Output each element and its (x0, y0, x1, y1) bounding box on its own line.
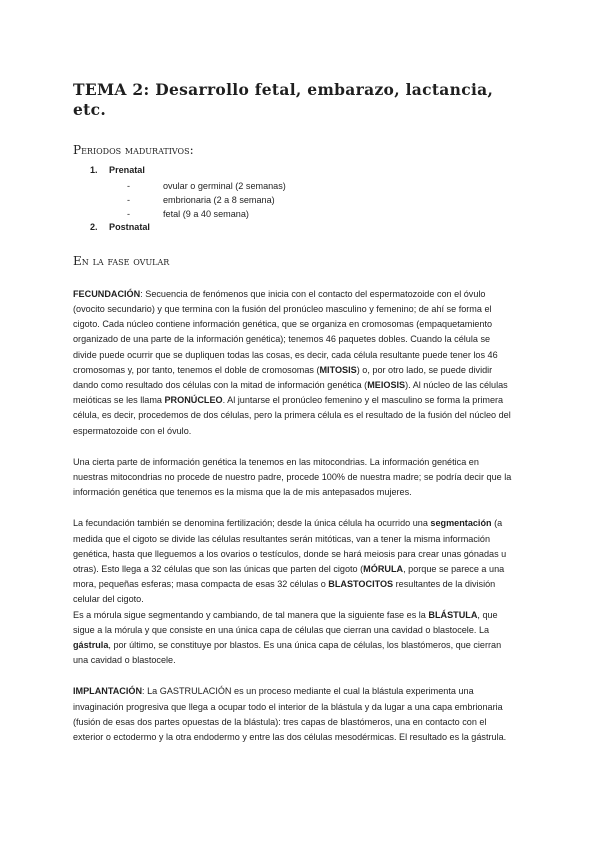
text-run: : La GASTRULACIÓN es un proceso mediante el cual la blástula experimenta una invaginación progresiva que llega a ocupar todo el interior de la blástula y da lugar a una capa embrionaria (fusión de esas dos partes opuestas de la blástula): tres capas de blastómeros, una en contacto con el exterior o ectodermo y la otra endodermo y entre las dos células mesodérmicas. El resultado es la gástrula. (73, 686, 507, 743)
text-run: : Secuencia de fenómenos que inicia con el contacto del espermatozoide con el óvulo (ovocito secundario) y que termina con la fusión del pronúcleo masculino y femenino; de ahí se forma el cigoto. Cada núcleo contiene información genética, que se organiza en cromosomas (empaquetamiento organizado de una parte de la información genética); tenemos 46 paquetes dobles. Cuando la célula se divide puede ocurrir que se dupliquen todas las cosas, es decir, cada célula resultante puede tener los 46 cromosomas y, por tanto, tenemos el doble de cromosomas ( (73, 288, 498, 375)
dash: - (127, 195, 131, 206)
paragraph-fecundacion (73, 287, 516, 439)
list-item-prenatal (73, 164, 516, 221)
document-title: TEMA 2: Desarrollo fetal, embarazo, lactancia, etc. (73, 80, 494, 119)
sublist-item (127, 179, 516, 193)
text-run: ). Al núcleo de las células meióticas se les llama (73, 380, 508, 406)
dash: - (127, 181, 131, 192)
term-blastula: BLÁSTULA (428, 609, 478, 620)
text-run: La fecundación también se denomina fertilización; desde la única célula ha ocurrido una (73, 518, 431, 529)
term-pronucleo: PRONÚCLEO (164, 395, 223, 406)
term-morula: MÓRULA (363, 564, 404, 575)
term-fecundacion: FECUNDACIÓN (73, 288, 141, 299)
dash: - (127, 209, 131, 220)
term-gastrula: gástrula (73, 640, 109, 651)
text-run: resultantes de la división celular del cigoto. (73, 579, 496, 605)
paragraph-blastula (73, 608, 516, 669)
section-heading-fase-ovular: En la fase ovular (73, 253, 170, 268)
text-run: . Al juntarse el pronúcleo femenino y el masculino se forma la primera célula, es decir, procedemos de dos células, pero la primera célula es el resultado de la fusión del núcleo del espermatozoide con el óvulo. (73, 395, 511, 436)
paragraph-implantacion (73, 684, 516, 745)
term-segmentacion: segmentación (430, 518, 492, 529)
text-run: Es a mórula sigue segmentando y cambiando, de tal manera que la siguiente fase es la (73, 609, 429, 620)
list-number: 1. (90, 165, 98, 175)
sublist-item (127, 207, 516, 221)
text-run: , por último, se constituye por blastos. Es una única capa de células, los blastómeros, que cierran una cavidad o blastocele. (73, 640, 502, 666)
term-blastocitos: BLASTOCITOS (328, 579, 394, 590)
prenatal-sublist (109, 179, 516, 221)
periods-list (73, 164, 516, 235)
term-meiosis: MEIOSIS (367, 380, 406, 391)
list-number: 2. (90, 222, 98, 233)
text-run: (a medida que el cigoto se divide las células resultantes serán mitóticas, van a tener la misma información genética, hasta que lleguemos a los ovarios o testículos, donde se hará meiosis para crear unas gónadas u otras). Esto llega a 32 células que son las únicas que parten del cigoto ( (73, 518, 507, 575)
sublist-text: ovular o germinal (2 semanas) (163, 181, 286, 192)
list-item-label: Postnatal (109, 222, 150, 233)
term-implantacion: IMPLANTACIÓN (73, 686, 143, 697)
section-heading-periodos: Periodos madurativos: (73, 143, 194, 157)
paragraph-mitocondrias: Una cierta parte de información genética la tenemos en las mitocondrias. La información genética en nuestras mitocondrias no procede de nuestro padre, procede 100% de nuestra madre; se podría decir que la información genética que tenemos es la misma que la de mis antepasados mujeres. (73, 456, 512, 498)
sublist-item (127, 193, 516, 207)
sublist-text: fetal (9 a 40 semana) (163, 209, 249, 220)
list-item-label: Prenatal (109, 165, 145, 175)
paragraph-segmentacion (73, 516, 516, 607)
text-run: , porque se parece a una mora, pequeñas esferas; masa compacta de esas 32 células o (73, 564, 505, 590)
text-run: , que sigue a la mórula y que consiste en una única capa de células que cierran una cavidad o blastocele. La (73, 609, 498, 635)
text-run: ) o, por otro lado, se puede dividir dando como resultado dos células con la mitad de información genética ( (73, 364, 493, 391)
list-item-postnatal (73, 221, 516, 234)
sublist-text: embrionaria (2 a 8 semana) (163, 195, 275, 206)
term-mitosis: MITOSIS (319, 364, 357, 375)
